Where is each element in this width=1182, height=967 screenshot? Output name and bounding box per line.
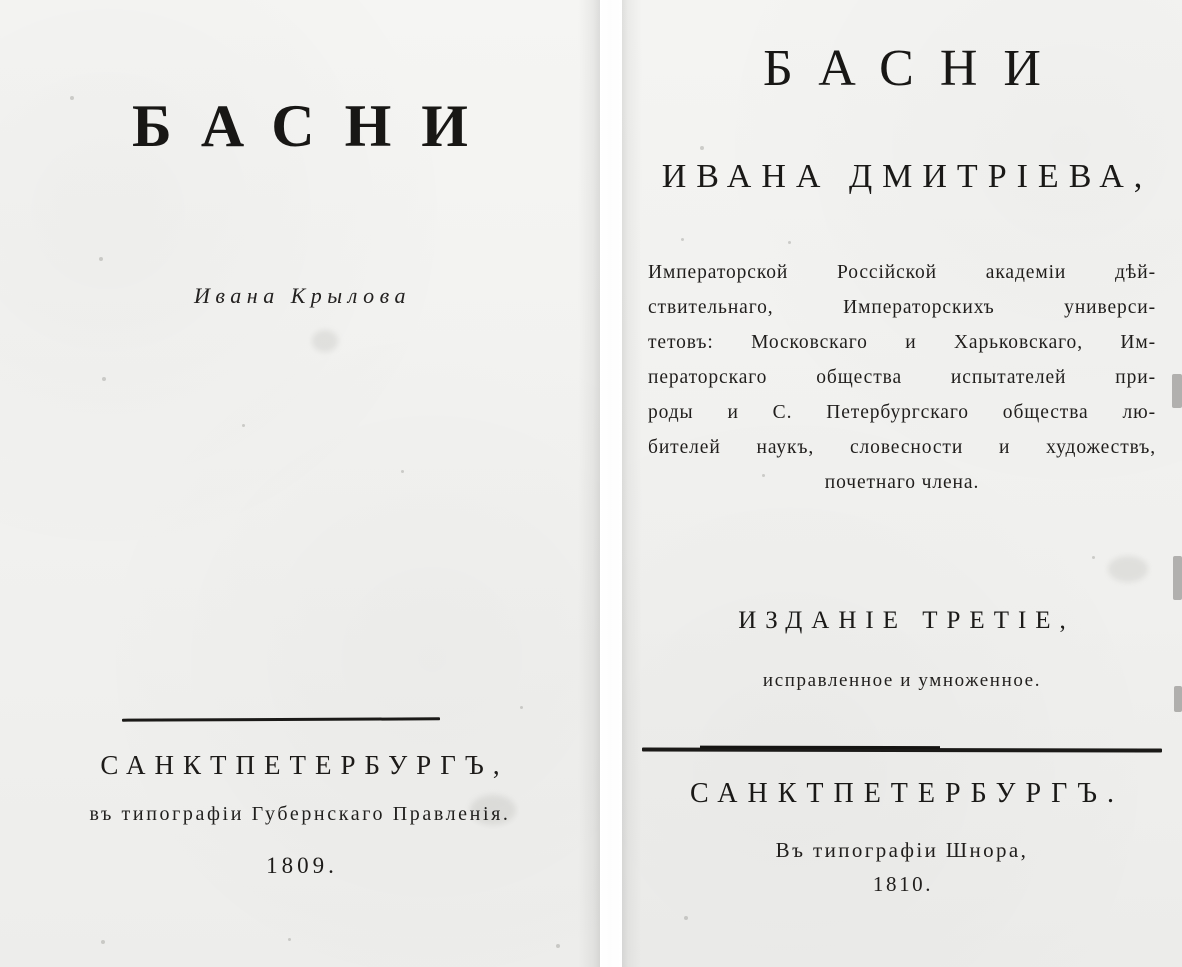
credential-line: роды и С. Петербургскаго общества лю- xyxy=(648,402,1156,423)
credential-line: почетнаго члена. xyxy=(824,472,980,493)
page-edge-mark xyxy=(1172,374,1182,408)
right-page-subtitle: ИВАНА ДМИТРІЕВА, xyxy=(661,158,1153,195)
left-page-imprint: въ типографіи Губернскаго Правленія. xyxy=(89,803,511,825)
credential-line: Императорской Россійской академіи дѣй- xyxy=(648,262,1156,283)
left-page-title: БАСНИ xyxy=(132,93,498,159)
page-gutter xyxy=(600,0,622,967)
left-page-divider-rule xyxy=(122,717,440,721)
paper-speck xyxy=(99,257,103,261)
credential-line: тетовъ: Московскаго и Харьковскаго, Им- xyxy=(648,332,1156,353)
left-page-year: 1809. xyxy=(266,853,338,878)
right-page-edition: ИЗДАНІЕ ТРЕТІЕ, xyxy=(738,607,1075,634)
paper-speck xyxy=(1092,556,1095,559)
paper-speck xyxy=(102,377,106,381)
right-page-imprint: Въ типографіи Шнора, xyxy=(775,838,1029,862)
paper-smudge xyxy=(1108,556,1148,582)
paper-speck xyxy=(288,938,291,941)
page-edge-mark xyxy=(1173,556,1182,600)
paper-speck xyxy=(681,238,684,241)
right-page-year: 1810. xyxy=(872,872,934,896)
paper-speck xyxy=(242,424,245,427)
paper-speck xyxy=(101,940,105,944)
right-page-title: БАСНИ xyxy=(763,40,1067,97)
paper-speck xyxy=(401,470,404,473)
right-page-city: САНКТПЕТЕРБУРГЪ. xyxy=(689,778,1125,809)
credential-line: ператорскаго общества испытателей при- xyxy=(648,367,1156,388)
right-page-credentials xyxy=(648,255,1156,500)
paper-speck xyxy=(684,916,688,920)
paper-speck xyxy=(700,146,704,150)
right-page-edition-note: исправленное и умноженное. xyxy=(762,670,1042,691)
credential-line: ствительнаго, Императорскихъ универси- xyxy=(648,297,1156,318)
paper-speck xyxy=(556,944,560,948)
right-page-divider-rule xyxy=(642,747,1162,752)
right-title-page xyxy=(622,0,1182,967)
paper-speck xyxy=(788,241,791,244)
paper-smudge xyxy=(312,330,338,352)
left-page-city: САНКТПЕТЕРБУРГЪ, xyxy=(100,750,509,780)
credential-line: бителей наукъ, словесности и художествъ, xyxy=(648,437,1156,458)
paper-speck xyxy=(520,706,523,709)
left-page-author: Ивана Крылова xyxy=(194,283,411,308)
